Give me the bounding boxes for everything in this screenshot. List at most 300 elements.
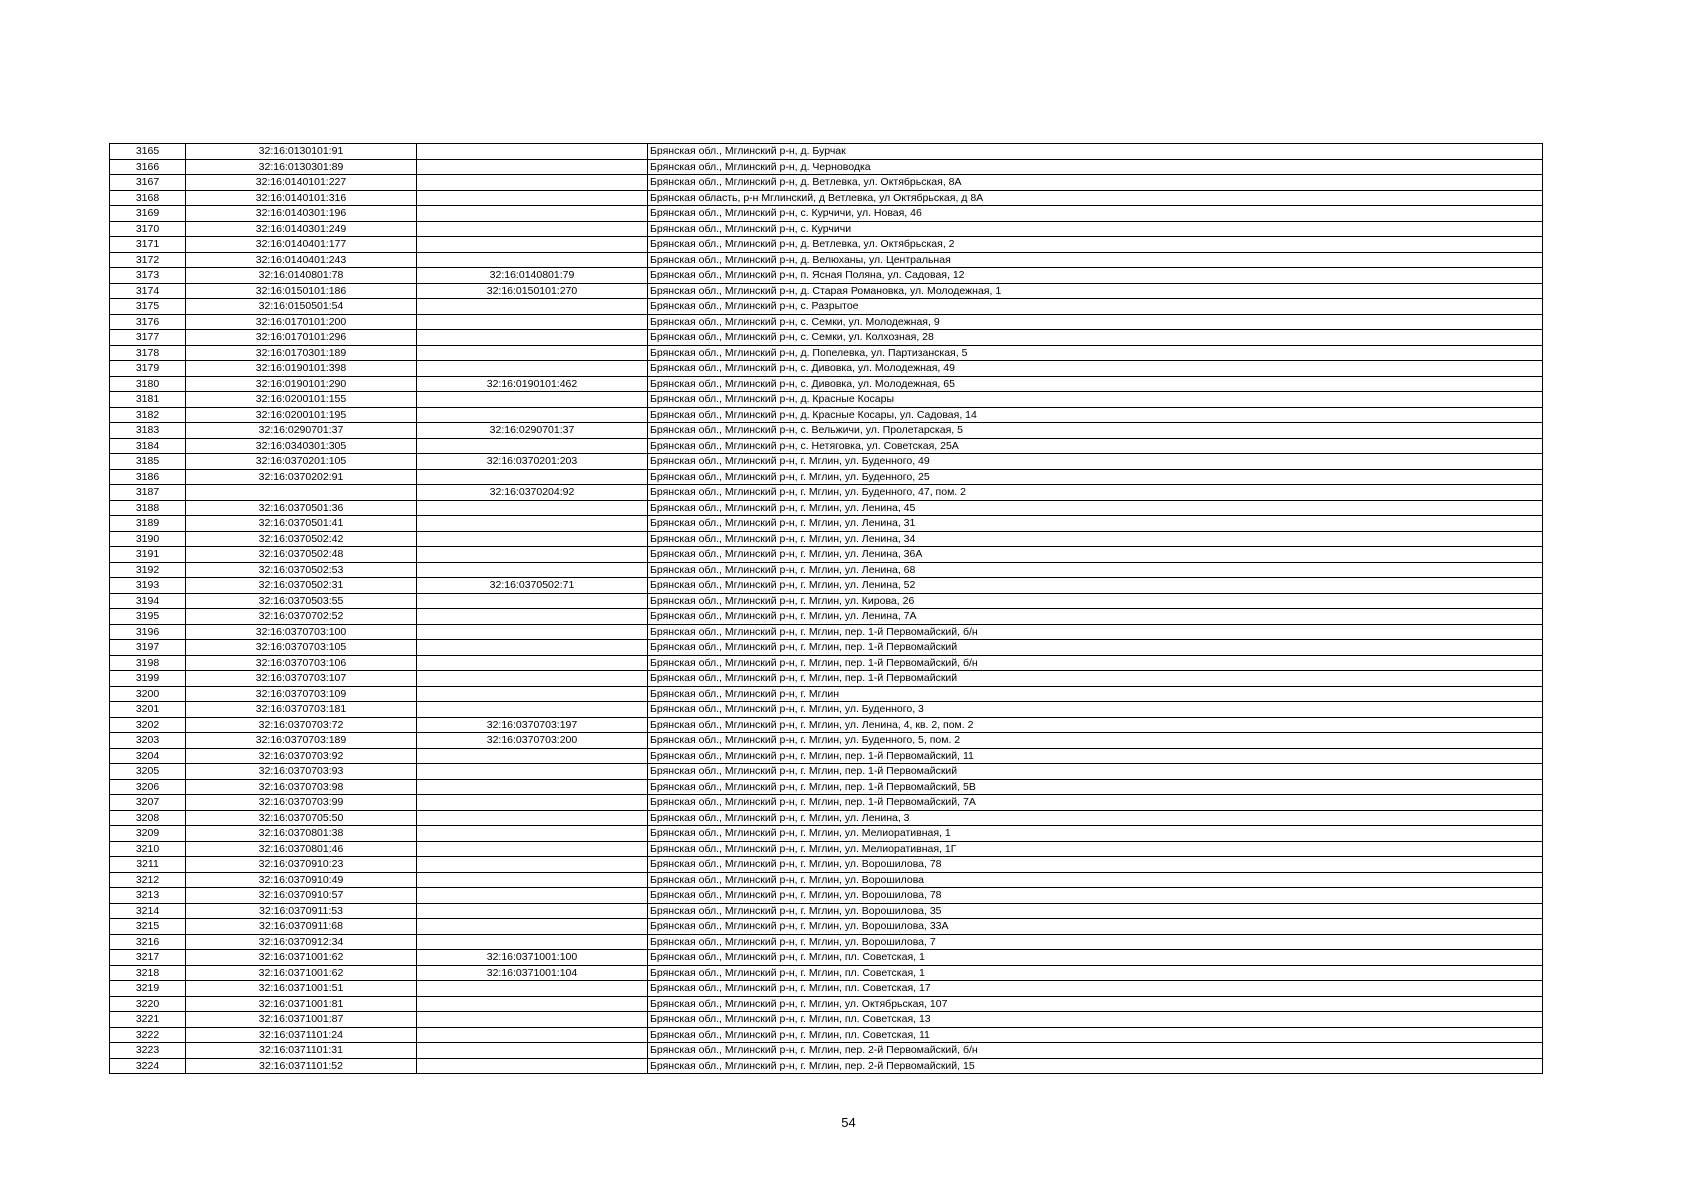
cadastral-number-cell: 32:16:0370801:46 — [186, 841, 417, 857]
address-cell: Брянская обл., Мглинский р-н, г. Мглин — [648, 686, 1543, 702]
table-row — [110, 919, 1543, 935]
table-row — [110, 392, 1543, 408]
table-row — [110, 981, 1543, 997]
table-row — [110, 330, 1543, 346]
cadastral-number-cell: 32:16:0370912:34 — [186, 934, 417, 950]
cadastral-number-cell: 32:16:0371001:62 — [186, 965, 417, 981]
cadastral-number-cell: 32:16:0371101:31 — [186, 1043, 417, 1059]
row-number-cell: 3198 — [110, 655, 186, 671]
related-cadastral-number-cell — [417, 144, 648, 160]
cadastral-number-cell: 32:16:0370705:50 — [186, 810, 417, 826]
address-cell: Брянская обл., Мглинский р-н, г. Мглин, пер. 1-й Первомайский — [648, 640, 1543, 656]
cadastral-number-cell: 32:16:0340301:305 — [186, 438, 417, 454]
related-cadastral-number-cell — [417, 671, 648, 687]
related-cadastral-number-cell — [417, 500, 648, 516]
row-number-cell: 3196 — [110, 624, 186, 640]
address-cell: Брянская обл., Мглинский р-н, д. Ветлевка, ул. Октябрьская, 8А — [648, 175, 1543, 191]
table-row — [110, 996, 1543, 1012]
related-cadastral-number-cell — [417, 237, 648, 253]
cadastral-number-cell: 32:16:0370703:100 — [186, 624, 417, 640]
row-number-cell: 3188 — [110, 500, 186, 516]
table-row — [110, 144, 1543, 160]
table-row — [110, 299, 1543, 315]
cadastral-number-cell: 32:16:0370703:99 — [186, 795, 417, 811]
address-cell: Брянская обл., Мглинский р-н, д. Красные Косары — [648, 392, 1543, 408]
table-row — [110, 190, 1543, 206]
row-number-cell: 3170 — [110, 221, 186, 237]
table-row — [110, 965, 1543, 981]
cadastral-number-cell: 32:16:0140801:78 — [186, 268, 417, 284]
related-cadastral-number-cell — [417, 888, 648, 904]
page-number: 54 — [841, 1115, 856, 1130]
cadastral-number-cell: 32:16:0371001:62 — [186, 950, 417, 966]
cadastral-number-cell: 32:16:0140101:316 — [186, 190, 417, 206]
address-cell: Брянская обл., Мглинский р-н, г. Мглин, ул. Ленина, 3 — [648, 810, 1543, 826]
related-cadastral-number-cell — [417, 779, 648, 795]
table-row — [110, 872, 1543, 888]
related-cadastral-number-cell — [417, 516, 648, 532]
row-number-cell: 3192 — [110, 562, 186, 578]
address-cell: Брянская обл., Мглинский р-н, г. Мглин, ул. Буденного, 3 — [648, 702, 1543, 718]
table-row — [110, 624, 1543, 640]
table-row — [110, 1043, 1543, 1059]
table-row — [110, 438, 1543, 454]
address-cell: Брянская обл., Мглинский р-н, г. Мглин, пл. Советская, 1 — [648, 965, 1543, 981]
address-cell: Брянская обл., Мглинский р-н, г. Мглин, ул. Буденного, 25 — [648, 469, 1543, 485]
cadastral-number-cell: 32:16:0370703:72 — [186, 717, 417, 733]
table-row — [110, 934, 1543, 950]
cadastral-number-cell: 32:16:0370911:53 — [186, 903, 417, 919]
row-number-cell: 3208 — [110, 810, 186, 826]
related-cadastral-number-cell — [417, 981, 648, 997]
related-cadastral-number-cell — [417, 392, 648, 408]
table-row — [110, 407, 1543, 423]
address-cell: Брянская обл., Мглинский р-н, г. Мглин, ул. Ворошилова, 78 — [648, 888, 1543, 904]
related-cadastral-number-cell — [417, 562, 648, 578]
row-number-cell: 3203 — [110, 733, 186, 749]
table-row — [110, 500, 1543, 516]
cadastral-number-cell: 32:16:0140301:196 — [186, 206, 417, 222]
row-number-cell: 3180 — [110, 376, 186, 392]
table-row — [110, 562, 1543, 578]
related-cadastral-number-cell: 32:16:0370703:197 — [417, 717, 648, 733]
related-cadastral-number-cell — [417, 624, 648, 640]
address-cell: Брянская обл., Мглинский р-н, с. Вельжичи, ул. Пролетарская, 5 — [648, 423, 1543, 439]
row-number-cell: 3219 — [110, 981, 186, 997]
related-cadastral-number-cell — [417, 345, 648, 361]
address-cell: Брянская обл., Мглинский р-н, г. Мглин, пер. 1-й Первомайский, 11 — [648, 748, 1543, 764]
cadastral-number-cell: 32:16:0370703:109 — [186, 686, 417, 702]
cadastral-number-cell: 32:16:0370502:48 — [186, 547, 417, 563]
related-cadastral-number-cell — [417, 330, 648, 346]
address-cell: Брянская обл., Мглинский р-н, г. Мглин, ул. Ленина, 52 — [648, 578, 1543, 594]
related-cadastral-number-cell: 32:16:0370201:203 — [417, 454, 648, 470]
address-cell: Брянская обл., Мглинский р-н, г. Мглин, ул. Кирова, 26 — [648, 593, 1543, 609]
table-row — [110, 655, 1543, 671]
table-row — [110, 268, 1543, 284]
related-cadastral-number-cell: 32:16:0290701:37 — [417, 423, 648, 439]
cadastral-number-cell: 32:16:0370703:181 — [186, 702, 417, 718]
row-number-cell: 3177 — [110, 330, 186, 346]
cadastral-number-cell: 32:16:0130101:91 — [186, 144, 417, 160]
address-cell: Брянская обл., Мглинский р-н, г. Мглин, ул. Ленина, 36А — [648, 547, 1543, 563]
related-cadastral-number-cell — [417, 221, 648, 237]
row-number-cell: 3189 — [110, 516, 186, 532]
address-cell: Брянская обл., Мглинский р-н, с. Курчичи — [648, 221, 1543, 237]
table-row — [110, 671, 1543, 687]
table-row — [110, 485, 1543, 501]
cadastral-number-cell: 32:16:0370202:91 — [186, 469, 417, 485]
related-cadastral-number-cell: 32:16:0140801:79 — [417, 268, 648, 284]
related-cadastral-number-cell — [417, 655, 648, 671]
address-cell: Брянская обл., Мглинский р-н, г. Мглин, пер. 1-й Первомайский, б/н — [648, 624, 1543, 640]
row-number-cell: 3210 — [110, 841, 186, 857]
address-cell: Брянская обл., Мглинский р-н, д. Попелевка, ул. Партизанская, 5 — [648, 345, 1543, 361]
row-number-cell: 3222 — [110, 1027, 186, 1043]
cadastral-number-cell: 32:16:0370501:41 — [186, 516, 417, 532]
row-number-cell: 3176 — [110, 314, 186, 330]
row-number-cell: 3211 — [110, 857, 186, 873]
row-number-cell: 3197 — [110, 640, 186, 656]
table-row — [110, 314, 1543, 330]
row-number-cell: 3207 — [110, 795, 186, 811]
address-cell: Брянская обл., Мглинский р-н, г. Мглин, ул. Ворошилова, 35 — [648, 903, 1543, 919]
related-cadastral-number-cell — [417, 795, 648, 811]
related-cadastral-number-cell — [417, 872, 648, 888]
cadastral-number-cell: 32:16:0370702:52 — [186, 609, 417, 625]
table-row — [110, 888, 1543, 904]
cadastral-number-cell: 32:16:0190101:398 — [186, 361, 417, 377]
table-row — [110, 857, 1543, 873]
address-cell: Брянская обл., Мглинский р-н, г. Мглин, ул. Ленина, 4, кв. 2, пом. 2 — [648, 717, 1543, 733]
related-cadastral-number-cell — [417, 919, 648, 935]
address-cell: Брянская обл., Мглинский р-н, г. Мглин, ул. Ленина, 68 — [648, 562, 1543, 578]
address-cell: Брянская обл., Мглинский р-н, г. Мглин, ул. Мелиоративная, 1Г — [648, 841, 1543, 857]
address-cell: Брянская обл., Мглинский р-н, с. Курчичи, ул. Новая, 46 — [648, 206, 1543, 222]
table-row — [110, 593, 1543, 609]
related-cadastral-number-cell — [417, 175, 648, 191]
address-cell: Брянская обл., Мглинский р-н, г. Мглин, ул. Ленина, 31 — [648, 516, 1543, 532]
cadastral-number-cell: 32:16:0200101:195 — [186, 407, 417, 423]
row-number-cell: 3175 — [110, 299, 186, 315]
cadastral-number-cell: 32:16:0370910:23 — [186, 857, 417, 873]
row-number-cell: 3216 — [110, 934, 186, 950]
related-cadastral-number-cell: 32:16:0370703:200 — [417, 733, 648, 749]
table-row — [110, 237, 1543, 253]
cadastral-number-cell: 32:16:0290701:37 — [186, 423, 417, 439]
related-cadastral-number-cell — [417, 1012, 648, 1028]
related-cadastral-number-cell: 32:16:0370502:71 — [417, 578, 648, 594]
address-cell: Брянская обл., Мглинский р-н, г. Мглин, пер. 1-й Первомайский — [648, 764, 1543, 780]
table-row — [110, 345, 1543, 361]
table-row — [110, 748, 1543, 764]
row-number-cell: 3193 — [110, 578, 186, 594]
row-number-cell: 3173 — [110, 268, 186, 284]
address-cell: Брянская обл., Мглинский р-н, с. Дивовка, ул. Молодежная, 49 — [648, 361, 1543, 377]
cadastral-number-cell: 32:16:0370703:98 — [186, 779, 417, 795]
row-number-cell: 3204 — [110, 748, 186, 764]
address-cell: Брянская обл., Мглинский р-н, г. Мглин, ул. Буденного, 47, пом. 2 — [648, 485, 1543, 501]
cadastral-number-cell: 32:16:0170101:200 — [186, 314, 417, 330]
row-number-cell: 3182 — [110, 407, 186, 423]
cadastral-number-cell: 32:16:0140301:249 — [186, 221, 417, 237]
related-cadastral-number-cell — [417, 702, 648, 718]
row-number-cell: 3172 — [110, 252, 186, 268]
cadastral-number-cell — [186, 485, 417, 501]
address-cell: Брянская обл., Мглинский р-н, г. Мглин, пл. Советская, 11 — [648, 1027, 1543, 1043]
row-number-cell: 3184 — [110, 438, 186, 454]
table-row — [110, 810, 1543, 826]
cadastral-number-cell: 32:16:0130301:89 — [186, 159, 417, 175]
cadastral-number-cell: 32:16:0370703:107 — [186, 671, 417, 687]
related-cadastral-number-cell — [417, 469, 648, 485]
row-number-cell: 3206 — [110, 779, 186, 795]
address-cell: Брянская обл., Мглинский р-н, д. Старая Романовка, ул. Молодежная, 1 — [648, 283, 1543, 299]
table-row — [110, 609, 1543, 625]
address-cell: Брянская обл., Мглинский р-н, д. Красные Косары, ул. Садовая, 14 — [648, 407, 1543, 423]
related-cadastral-number-cell — [417, 159, 648, 175]
related-cadastral-number-cell: 32:16:0371001:100 — [417, 950, 648, 966]
table-row — [110, 717, 1543, 733]
address-cell: Брянская обл., Мглинский р-н, г. Мглин, ул. Мелиоративная, 1 — [648, 826, 1543, 842]
address-cell: Брянская обл., Мглинский р-н, г. Мглин, ул. Ленина, 34 — [648, 531, 1543, 547]
row-number-cell: 3187 — [110, 485, 186, 501]
table-row — [110, 469, 1543, 485]
related-cadastral-number-cell — [417, 826, 648, 842]
cadastral-number-cell: 32:16:0370703:105 — [186, 640, 417, 656]
table-row — [110, 252, 1543, 268]
cadastral-number-cell: 32:16:0370703:106 — [186, 655, 417, 671]
address-cell: Брянская обл., Мглинский р-н, г. Мглин, пл. Советская, 17 — [648, 981, 1543, 997]
related-cadastral-number-cell — [417, 190, 648, 206]
address-cell: Брянская обл., Мглинский р-н, г. Мглин, пер. 1-й Первомайский, б/н — [648, 655, 1543, 671]
address-cell: Брянская обл., Мглинский р-н, д. Велюханы, ул. Центральная — [648, 252, 1543, 268]
table-row — [110, 221, 1543, 237]
row-number-cell: 3181 — [110, 392, 186, 408]
row-number-cell: 3215 — [110, 919, 186, 935]
cadastral-number-cell: 32:16:0371001:51 — [186, 981, 417, 997]
address-cell: Брянская обл., Мглинский р-н, д. Ветлевка, ул. Октябрьская, 2 — [648, 237, 1543, 253]
related-cadastral-number-cell — [417, 1043, 648, 1059]
cadastral-number-cell: 32:16:0370703:92 — [186, 748, 417, 764]
table-row — [110, 1058, 1543, 1074]
row-number-cell: 3212 — [110, 872, 186, 888]
table-row — [110, 702, 1543, 718]
related-cadastral-number-cell — [417, 407, 648, 423]
related-cadastral-number-cell — [417, 314, 648, 330]
cadastral-number-cell: 32:16:0140401:243 — [186, 252, 417, 268]
row-number-cell: 3218 — [110, 965, 186, 981]
related-cadastral-number-cell — [417, 934, 648, 950]
table-row — [110, 1012, 1543, 1028]
row-number-cell: 3190 — [110, 531, 186, 547]
row-number-cell: 3194 — [110, 593, 186, 609]
related-cadastral-number-cell — [417, 686, 648, 702]
table-row — [110, 516, 1543, 532]
cadastral-number-cell: 32:16:0370201:105 — [186, 454, 417, 470]
related-cadastral-number-cell — [417, 531, 648, 547]
row-number-cell: 3201 — [110, 702, 186, 718]
registry-table-body — [110, 144, 1543, 1074]
cadastral-number-cell: 32:16:0370703:93 — [186, 764, 417, 780]
table-row — [110, 903, 1543, 919]
related-cadastral-number-cell — [417, 903, 648, 919]
table-row — [110, 206, 1543, 222]
cadastral-number-cell: 32:16:0140401:177 — [186, 237, 417, 253]
related-cadastral-number-cell — [417, 252, 648, 268]
related-cadastral-number-cell — [417, 1027, 648, 1043]
row-number-cell: 3179 — [110, 361, 186, 377]
address-cell: Брянская область, р-н Мглинский, д Ветлевка, ул Октябрьская, д 8А — [648, 190, 1543, 206]
related-cadastral-number-cell — [417, 299, 648, 315]
related-cadastral-number-cell: 32:16:0150101:270 — [417, 283, 648, 299]
address-cell: Брянская обл., Мглинский р-н, г. Мглин, ул. Октябрьская, 107 — [648, 996, 1543, 1012]
cadastral-number-cell: 32:16:0371001:81 — [186, 996, 417, 1012]
address-cell: Брянская обл., Мглинский р-н, г. Мглин, ул. Ворошилова, 78 — [648, 857, 1543, 873]
table-row — [110, 1027, 1543, 1043]
row-number-cell: 3220 — [110, 996, 186, 1012]
table-row — [110, 376, 1543, 392]
related-cadastral-number-cell — [417, 640, 648, 656]
row-number-cell: 3168 — [110, 190, 186, 206]
table-row — [110, 733, 1543, 749]
address-cell: Брянская обл., Мглинский р-н, г. Мглин, пер. 2-й Первомайский, б/н — [648, 1043, 1543, 1059]
address-cell: Брянская обл., Мглинский р-н, г. Мглин, ул. Ворошилова, 33А — [648, 919, 1543, 935]
related-cadastral-number-cell — [417, 1058, 648, 1074]
related-cadastral-number-cell: 32:16:0370204:92 — [417, 485, 648, 501]
address-cell: Брянская обл., Мглинский р-н, п. Ясная Поляна, ул. Садовая, 12 — [648, 268, 1543, 284]
cadastral-number-cell: 32:16:0370703:189 — [186, 733, 417, 749]
row-number-cell: 3178 — [110, 345, 186, 361]
row-number-cell: 3205 — [110, 764, 186, 780]
address-cell: Брянская обл., Мглинский р-н, г. Мглин, пер. 1-й Первомайский, 5В — [648, 779, 1543, 795]
address-cell: Брянская обл., Мглинский р-н, г. Мглин, ул. Буденного, 5, пом. 2 — [648, 733, 1543, 749]
row-number-cell: 3166 — [110, 159, 186, 175]
table-row — [110, 640, 1543, 656]
related-cadastral-number-cell — [417, 764, 648, 780]
cadastral-number-cell: 32:16:0150501:54 — [186, 299, 417, 315]
address-cell: Брянская обл., Мглинский р-н, г. Мглин, пер. 1-й Первомайский, 7А — [648, 795, 1543, 811]
row-number-cell: 3209 — [110, 826, 186, 842]
related-cadastral-number-cell — [417, 857, 648, 873]
cadastral-number-cell: 32:16:0370502:53 — [186, 562, 417, 578]
cadastral-number-cell: 32:16:0371001:87 — [186, 1012, 417, 1028]
table-row — [110, 764, 1543, 780]
address-cell: Брянская обл., Мглинский р-н, г. Мглин, пл. Советская, 1 — [648, 950, 1543, 966]
related-cadastral-number-cell — [417, 593, 648, 609]
table-row — [110, 841, 1543, 857]
table-row — [110, 826, 1543, 842]
table-row — [110, 361, 1543, 377]
cadastral-number-cell: 32:16:0200101:155 — [186, 392, 417, 408]
table-row — [110, 779, 1543, 795]
row-number-cell: 3183 — [110, 423, 186, 439]
cadastral-number-cell: 32:16:0190101:290 — [186, 376, 417, 392]
cadastral-number-cell: 32:16:0150101:186 — [186, 283, 417, 299]
related-cadastral-number-cell: 32:16:0190101:462 — [417, 376, 648, 392]
table-row — [110, 795, 1543, 811]
address-cell: Брянская обл., Мглинский р-н, с. Разрытое — [648, 299, 1543, 315]
table-row — [110, 454, 1543, 470]
address-cell: Брянская обл., Мглинский р-н, с. Нетяговка, ул. Советская, 25А — [648, 438, 1543, 454]
row-number-cell: 3186 — [110, 469, 186, 485]
related-cadastral-number-cell — [417, 361, 648, 377]
address-cell: Брянская обл., Мглинский р-н, г. Мглин, ул. Ленина, 7А — [648, 609, 1543, 625]
address-cell: Брянская обл., Мглинский р-н, г. Мглин, пер. 2-й Первомайский, 15 — [648, 1058, 1543, 1074]
cadastral-number-cell: 32:16:0371101:52 — [186, 1058, 417, 1074]
related-cadastral-number-cell: 32:16:0371001:104 — [417, 965, 648, 981]
address-cell: Брянская обл., Мглинский р-н, д. Бурчак — [648, 144, 1543, 160]
address-cell: Брянская обл., Мглинский р-н, г. Мглин, ул. Ленина, 45 — [648, 500, 1543, 516]
row-number-cell: 3171 — [110, 237, 186, 253]
cadastral-number-cell: 32:16:0370910:49 — [186, 872, 417, 888]
cadastral-number-cell: 32:16:0370911:68 — [186, 919, 417, 935]
related-cadastral-number-cell — [417, 996, 648, 1012]
related-cadastral-number-cell — [417, 438, 648, 454]
address-cell: Брянская обл., Мглинский р-н, г. Мглин, пл. Советская, 13 — [648, 1012, 1543, 1028]
cadastral-number-cell: 32:16:0370502:31 — [186, 578, 417, 594]
row-number-cell: 3167 — [110, 175, 186, 191]
cadastral-number-cell: 32:16:0370502:42 — [186, 531, 417, 547]
cadastral-number-cell: 32:16:0170301:189 — [186, 345, 417, 361]
address-cell: Брянская обл., Мглинский р-н, г. Мглин, пер. 1-й Первомайский — [648, 671, 1543, 687]
table-row — [110, 686, 1543, 702]
row-number-cell: 3165 — [110, 144, 186, 160]
address-cell: Брянская обл., Мглинский р-н, с. Семки, ул. Молодежная, 9 — [648, 314, 1543, 330]
cadastral-number-cell: 32:16:0371101:24 — [186, 1027, 417, 1043]
table-row — [110, 175, 1543, 191]
address-cell: Брянская обл., Мглинский р-н, г. Мглин, ул. Буденного, 49 — [648, 454, 1543, 470]
cadastral-number-cell: 32:16:0370910:57 — [186, 888, 417, 904]
property-registry-table — [109, 143, 1543, 1074]
row-number-cell: 3191 — [110, 547, 186, 563]
table-row — [110, 159, 1543, 175]
address-cell: Брянская обл., Мглинский р-н, д. Черноводка — [648, 159, 1543, 175]
address-cell: Брянская обл., Мглинский р-н, г. Мглин, ул. Ворошилова, 7 — [648, 934, 1543, 950]
table-row — [110, 950, 1543, 966]
cadastral-number-cell: 32:16:0170101:296 — [186, 330, 417, 346]
row-number-cell: 3202 — [110, 717, 186, 733]
row-number-cell: 3221 — [110, 1012, 186, 1028]
cadastral-number-cell: 32:16:0370503:55 — [186, 593, 417, 609]
row-number-cell: 3195 — [110, 609, 186, 625]
table-row — [110, 547, 1543, 563]
related-cadastral-number-cell — [417, 609, 648, 625]
row-number-cell: 3223 — [110, 1043, 186, 1059]
row-number-cell: 3199 — [110, 671, 186, 687]
address-cell: Брянская обл., Мглинский р-н, г. Мглин, ул. Ворошилова — [648, 872, 1543, 888]
related-cadastral-number-cell — [417, 206, 648, 222]
table-row — [110, 531, 1543, 547]
table-row — [110, 578, 1543, 594]
cadastral-number-cell: 32:16:0370501:36 — [186, 500, 417, 516]
row-number-cell: 3169 — [110, 206, 186, 222]
row-number-cell: 3200 — [110, 686, 186, 702]
row-number-cell: 3185 — [110, 454, 186, 470]
related-cadastral-number-cell — [417, 841, 648, 857]
cadastral-number-cell: 32:16:0370801:38 — [186, 826, 417, 842]
row-number-cell: 3214 — [110, 903, 186, 919]
cadastral-number-cell: 32:16:0140101:227 — [186, 175, 417, 191]
related-cadastral-number-cell — [417, 748, 648, 764]
row-number-cell: 3224 — [110, 1058, 186, 1074]
row-number-cell: 3213 — [110, 888, 186, 904]
address-cell: Брянская обл., Мглинский р-н, с. Семки, ул. Колхозная, 28 — [648, 330, 1543, 346]
table-row — [110, 423, 1543, 439]
related-cadastral-number-cell — [417, 810, 648, 826]
table-row — [110, 283, 1543, 299]
address-cell: Брянская обл., Мглинский р-н, с. Дивовка, ул. Молодежная, 65 — [648, 376, 1543, 392]
